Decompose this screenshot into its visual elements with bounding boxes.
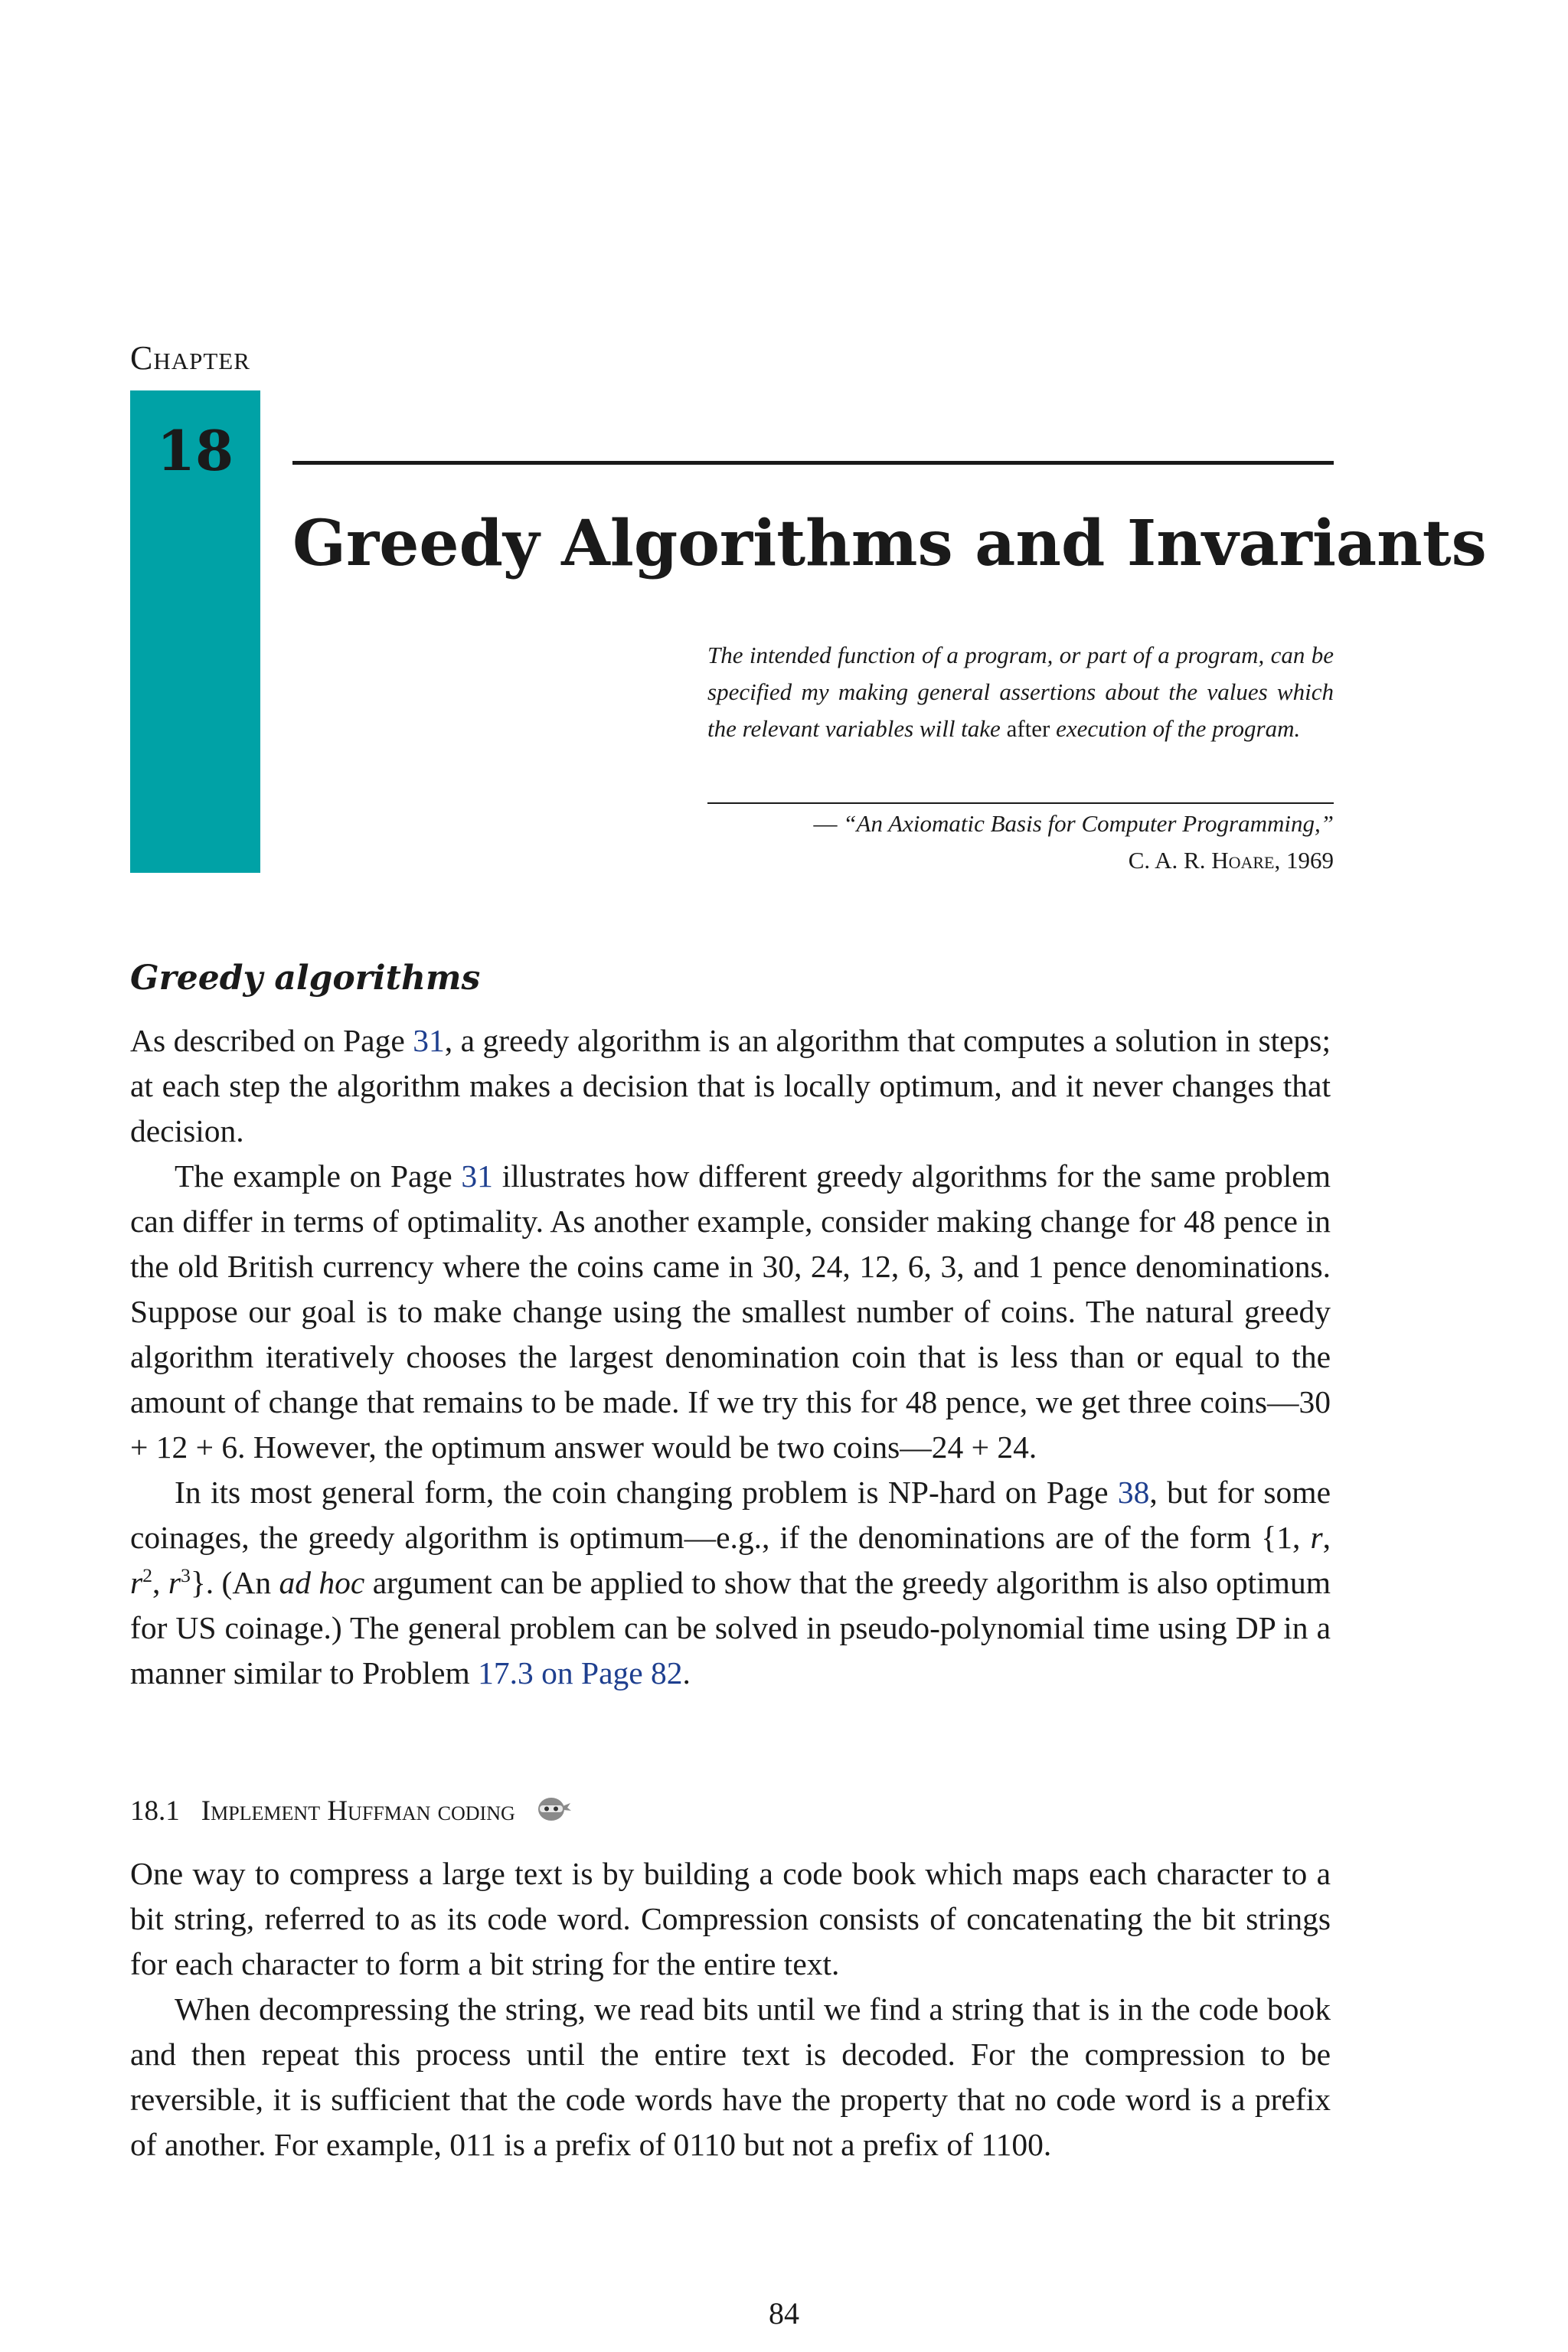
paragraph-1: As described on Page 31, a greedy algorithm is an algorithm that computes a solution in steps; at each step the algorithm makes a decision that is locally optimum, and it never changes that decision.: [130, 1023, 1331, 1148]
epigraph-dash: —: [813, 810, 844, 837]
problem-paragraph-2: When decompressing the string, we read bits until we find a string that is in the code book and then repeat this process until the entire text is decoded. For the compression to be reversible, it is sufficient that the code words have the property that no code word is a prefix of another. For example, 011 is a prefix of 0110 but not a prefix of 1100.: [130, 1991, 1331, 2162]
epigraph-author-initials: C. A. R.: [1128, 847, 1212, 874]
epigraph-year: , 1969: [1274, 847, 1334, 874]
page-number: 84: [769, 2296, 799, 2331]
chapter-number: 18: [156, 418, 234, 483]
paragraph-2: The example on Page 31 illustrates how different greedy algorithms for the same problem can differ in terms of optimality. As another example, consider making change for 48 pence in the old British currency where the coins came in 30, 24, 12, 6, 3, and 1 pence denominations. Suppose our goal is to make change using the smallest number of coins. The natural greedy algorithm iteratively chooses the largest denomination coin that is less than or equal to the amount of change that remains to be made. If we try this for 48 pence, we get three coins—30 + 12 + 6. However, the optimum answer would be two coins—24 + 24.: [130, 1158, 1331, 1465]
section-body: [130, 1018, 1331, 1696]
epigraph-quote: [707, 637, 1334, 747]
epigraph-text: The intended function of a program, or part of a program, can be specified my making general assertions about the values which the relevant variables will take: [707, 642, 1334, 742]
epigraph-source-title: “An Axiomatic Basis for Computer Programming,”: [843, 810, 1334, 837]
problem-link-17-3[interactable]: 17.3 on Page 82: [478, 1655, 683, 1690]
problem-heading: [130, 1788, 571, 1837]
problem-title: Implement Huffman coding: [201, 1795, 515, 1827]
problem-number: 18.1: [130, 1795, 180, 1827]
chapter-label: Chapter: [130, 339, 250, 377]
paragraph-3: In its most general form, the coin changing problem is NP-hard on Page 38, but for some coinages, the greedy algorithm is optimum—e.g., if the denominations are of the form {1, r, $r^2$, $r^3$}. (An ad hoc argument can be applied to show that the greedy algorithm is also optimum for US coinage.) The general problem can be solved in pseudo-polynomial time using DP in a manner similar to Problem 17.3 on Page 82.: [130, 1475, 1331, 1690]
ad-hoc-emphasis: ad hoc: [279, 1565, 365, 1600]
page-link-38[interactable]: 38: [1117, 1475, 1150, 1510]
chapter-number-block: [130, 390, 260, 873]
page-link-31-second[interactable]: 31: [461, 1158, 493, 1194]
epigraph-rule: [707, 802, 1334, 804]
chapter-title: Greedy Algorithms and Invariants: [292, 507, 1487, 580]
page-link-31[interactable]: 31: [413, 1023, 445, 1058]
epigraph-source: [707, 805, 1334, 879]
chapter-title-rule: [292, 461, 1334, 465]
ninja-icon: [536, 1791, 571, 1837]
problem-paragraph-1: One way to compress a large text is by building a code book which maps each character to a bit string, referred to as its code word. Compression consists of concatenating the bit strings for each character to form a bit string for the entire text.: [130, 1856, 1331, 1981]
epigraph-emphasis: after: [1006, 715, 1050, 742]
section-heading: Greedy algorithms: [130, 959, 481, 998]
problem-body: [130, 1851, 1331, 2167]
epigraph-author-surname: Hoare: [1211, 847, 1275, 874]
epigraph-text-end: execution of the program.: [1050, 715, 1301, 742]
